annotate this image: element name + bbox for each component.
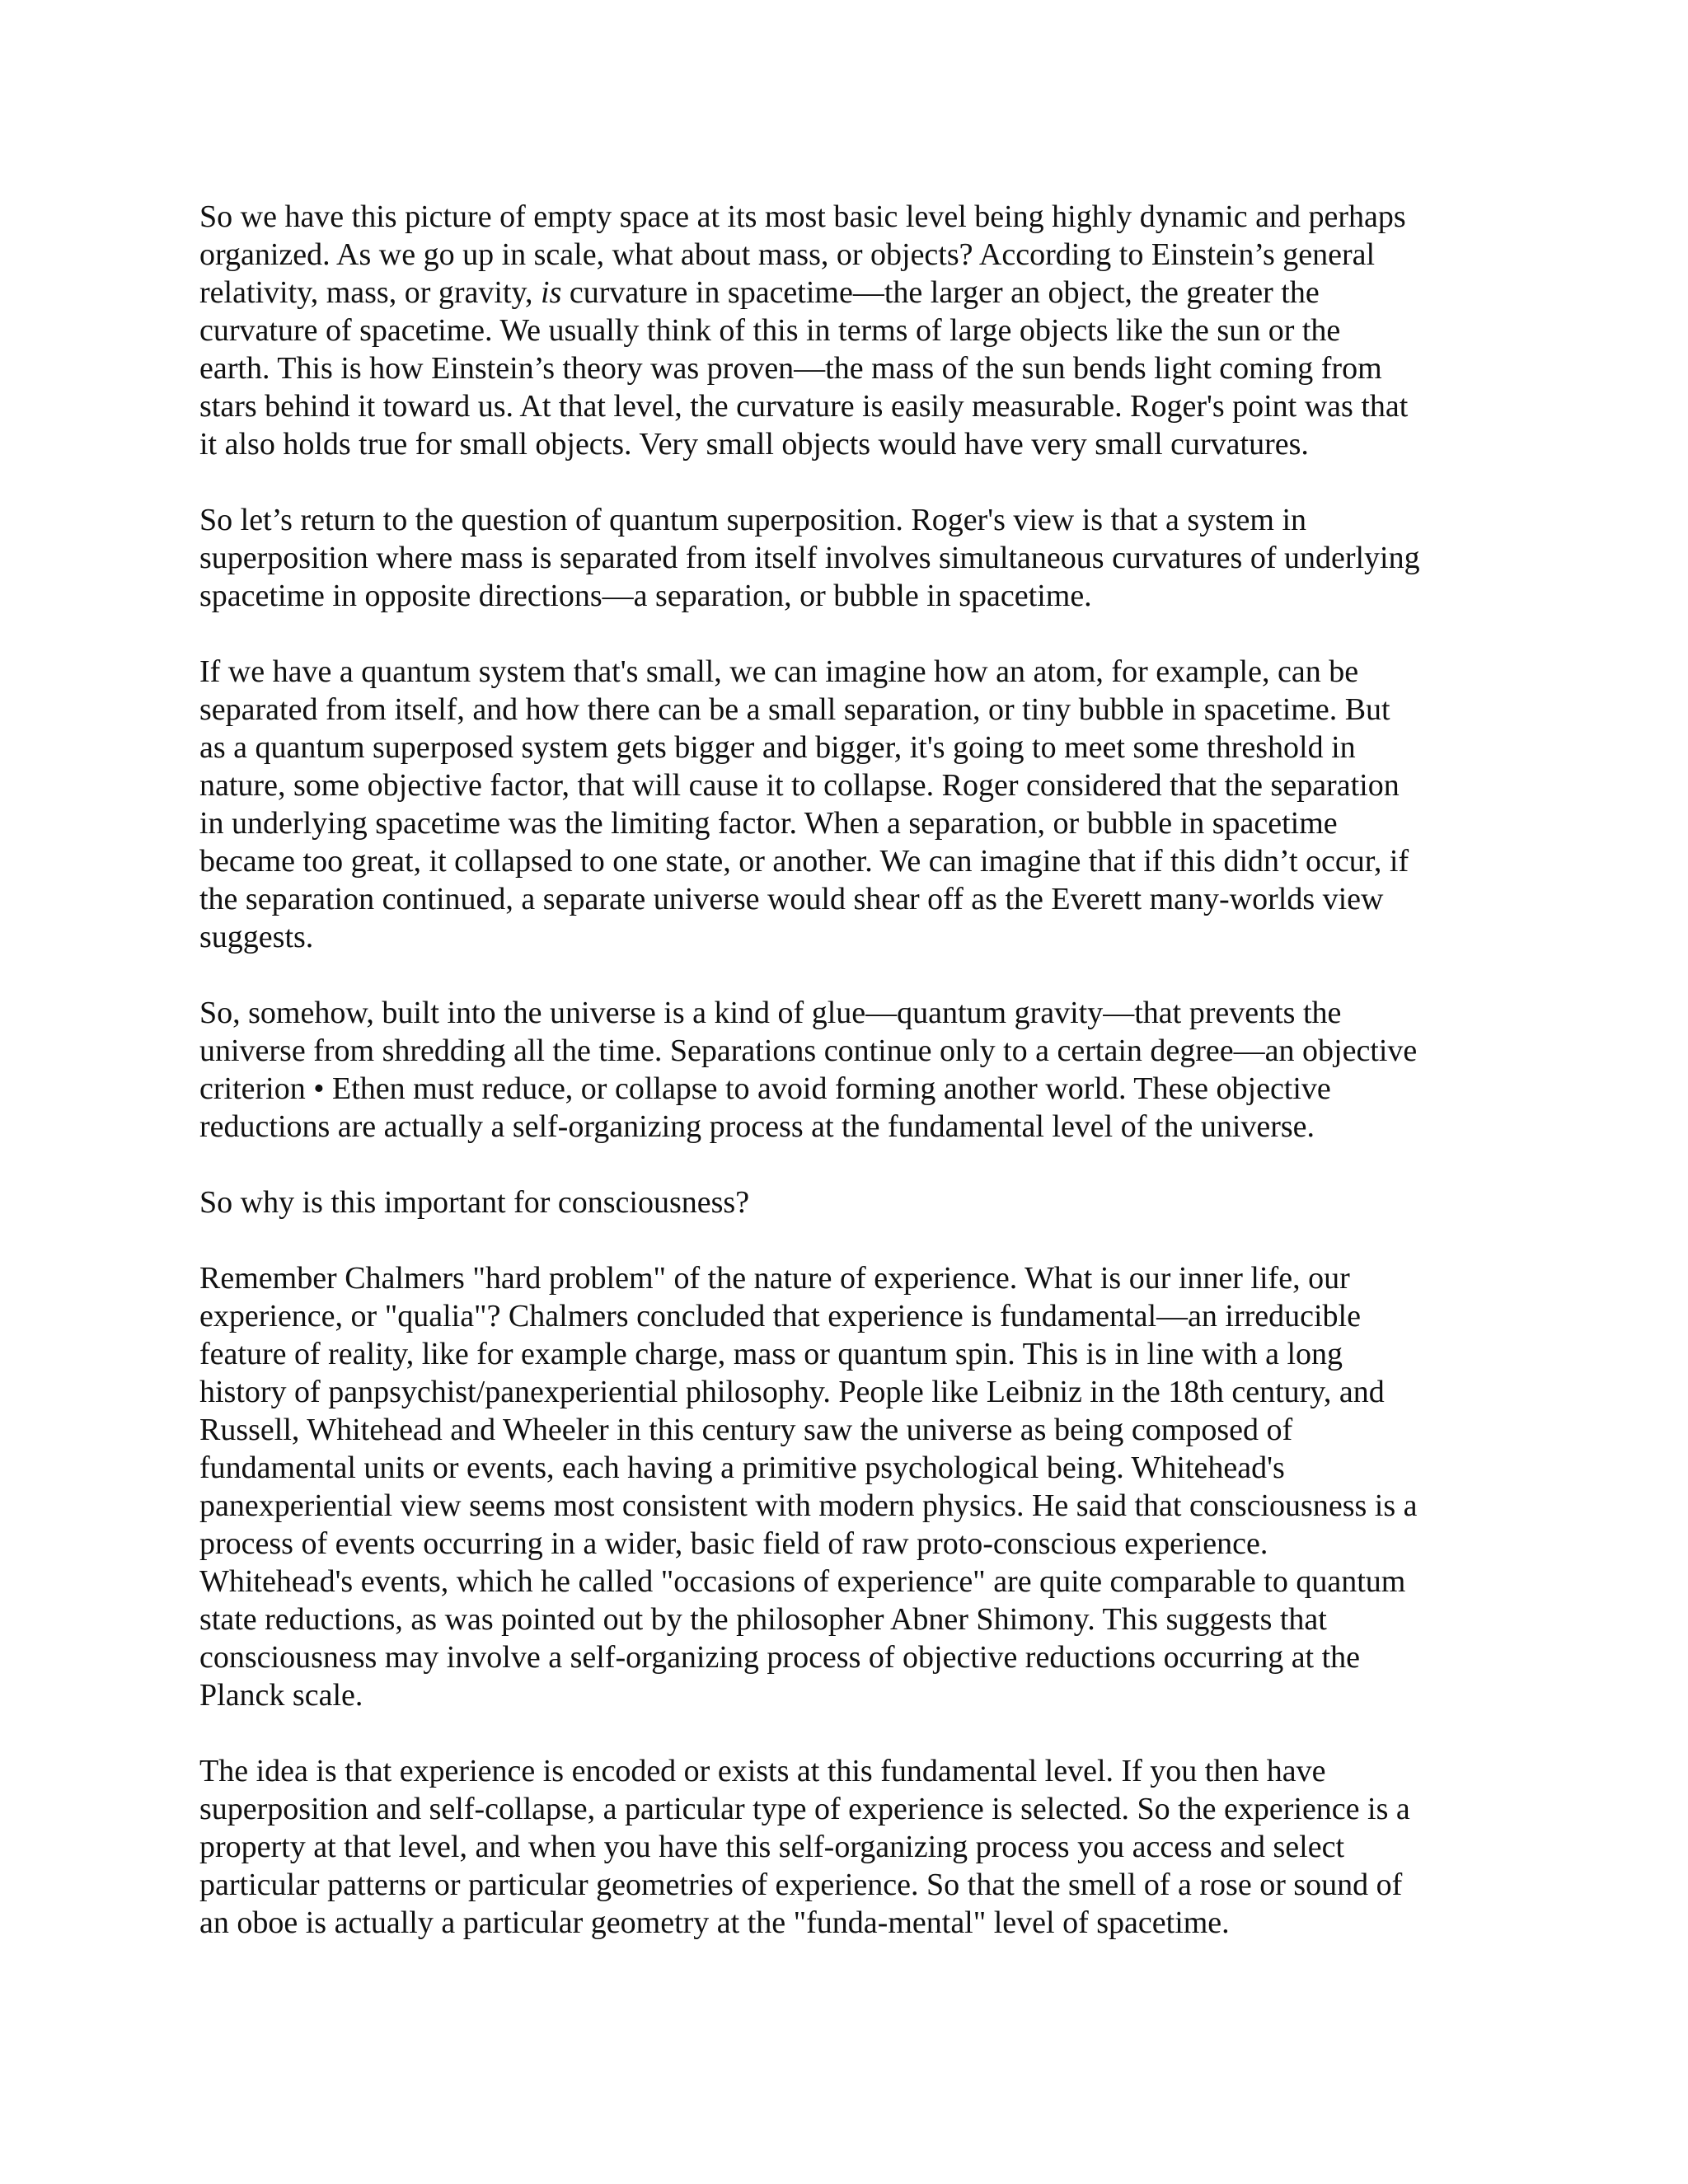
text-line: in underlying spacetime was the limiting factor. When a separation, or bubble in spacetime bbox=[199, 806, 1338, 841]
text-line: criterion • Ethen must reduce, or collapse to avoid forming another world. These objective bbox=[199, 1071, 1331, 1106]
text-line: panexperiential view seems most consistent with modern physics. He said that consciousness is a bbox=[199, 1488, 1418, 1523]
paragraph-5 bbox=[199, 1183, 1502, 1221]
text-line: So let’s return to the question of quantum superposition. Roger's view is that a system in bbox=[199, 503, 1307, 537]
paragraph-6 bbox=[199, 1259, 1502, 1714]
text-line: superposition and self-collapse, a particular type of experience is selected. So the experience is a bbox=[199, 1792, 1410, 1826]
text-line: experience, or "qualia"? Chalmers concluded that experience is fundamental—an irreducible bbox=[199, 1299, 1361, 1333]
text-line: nature, some objective factor, that will cause it to collapse. Roger considered that the separation bbox=[199, 768, 1400, 803]
text-line: superposition where mass is separated from itself involves simultaneous curvatures of underlying bbox=[199, 541, 1420, 575]
text-line: organized. As we go up in scale, what about mass, or objects? According to Einstein’s general bbox=[199, 237, 1376, 272]
text-line: state reductions, as was pointed out by the philosopher Abner Shimony. This suggests that bbox=[199, 1602, 1327, 1637]
paragraph-1 bbox=[199, 198, 1502, 463]
text-line: Planck scale. bbox=[199, 1678, 363, 1713]
text-line: Remember Chalmers "hard problem" of the nature of experience. What is our inner life, our bbox=[199, 1261, 1350, 1296]
text-line: So why is this important for consciousness? bbox=[199, 1185, 750, 1220]
document-page bbox=[199, 198, 1502, 1980]
text-line: stars behind it toward us. At that level, the curvature is easily measurable. Roger's point was that bbox=[199, 389, 1409, 424]
text-line: as a quantum superposed system gets bigger and bigger, it's going to meet some threshold in bbox=[199, 730, 1356, 765]
text-line: it also holds true for small objects. Very small objects would have very small curvatures. bbox=[199, 427, 1309, 462]
text-line: Whitehead's events, which he called "occasions of experience" are quite comparable to quantum bbox=[199, 1564, 1406, 1599]
text-line: fundamental units or events, each having a primitive psychological being. Whitehead's bbox=[199, 1451, 1285, 1485]
paragraph-7 bbox=[199, 1752, 1502, 1942]
text-line: If we have a quantum system that's small, we can imagine how an atom, for example, can be bbox=[199, 654, 1359, 689]
text-line: the separation continued, a separate universe would shear off as the Everett many-worlds view bbox=[199, 882, 1384, 916]
text-line: separated from itself, and how there can be a small separation, or tiny bubble in spacetime. But bbox=[199, 692, 1390, 727]
text-line: curvature of spacetime. We usually think of this in terms of large objects like the sun or the bbox=[199, 313, 1341, 348]
text-line: particular patterns or particular geometries of experience. So that the smell of a rose or sound of bbox=[199, 1868, 1403, 1902]
paragraph-2 bbox=[199, 501, 1502, 615]
emphasis-text: is bbox=[541, 275, 562, 310]
text-line: feature of reality, like for example charge, mass or quantum spin. This is in line with a long bbox=[199, 1337, 1343, 1371]
text-line: spacetime in opposite directions—a separation, or bubble in spacetime. bbox=[199, 579, 1092, 613]
text-line: consciousness may involve a self-organizing process of objective reductions occurring at the bbox=[199, 1640, 1361, 1675]
paragraph-4 bbox=[199, 994, 1502, 1146]
text-run: relativity, mass, or gravity, bbox=[199, 275, 542, 310]
text-line: property at that level, and when you have this self-organizing process you access and select bbox=[199, 1830, 1345, 1864]
text-line bbox=[199, 274, 1502, 312]
text-line: The idea is that experience is encoded or exists at this fundamental level. If you then have bbox=[199, 1754, 1326, 1788]
text-line: universe from shredding all the time. Separations continue only to a certain degree—an objective bbox=[199, 1033, 1418, 1068]
text-line: process of events occurring in a wider, basic field of raw proto-conscious experience. bbox=[199, 1526, 1268, 1561]
text-line: history of panpsychist/panexperiential philosophy. People like Leibniz in the 18th century, and bbox=[199, 1375, 1385, 1409]
text-line: an oboe is actually a particular geometry at the "funda-mental" level of spacetime. bbox=[199, 1905, 1230, 1940]
text-line: became too great, it collapsed to one state, or another. We can imagine that if this didn’t occur, if bbox=[199, 844, 1409, 879]
text-line: So we have this picture of empty space at its most basic level being highly dynamic and perhaps bbox=[199, 199, 1406, 234]
text-line: suggests. bbox=[199, 920, 314, 954]
text-run: curvature in spacetime—the larger an object, the greater the bbox=[561, 275, 1320, 310]
text-line: Russell, Whitehead and Wheeler in this century saw the universe as being composed of bbox=[199, 1413, 1293, 1447]
text-line: earth. This is how Einstein’s theory was proven—the mass of the sun bends light coming from bbox=[199, 351, 1382, 386]
text-line: So, somehow, built into the universe is a kind of glue—quantum gravity—that prevents the bbox=[199, 996, 1342, 1030]
paragraph-3 bbox=[199, 653, 1502, 956]
text-line: reductions are actually a self-organizing process at the fundamental level of the universe. bbox=[199, 1109, 1315, 1144]
